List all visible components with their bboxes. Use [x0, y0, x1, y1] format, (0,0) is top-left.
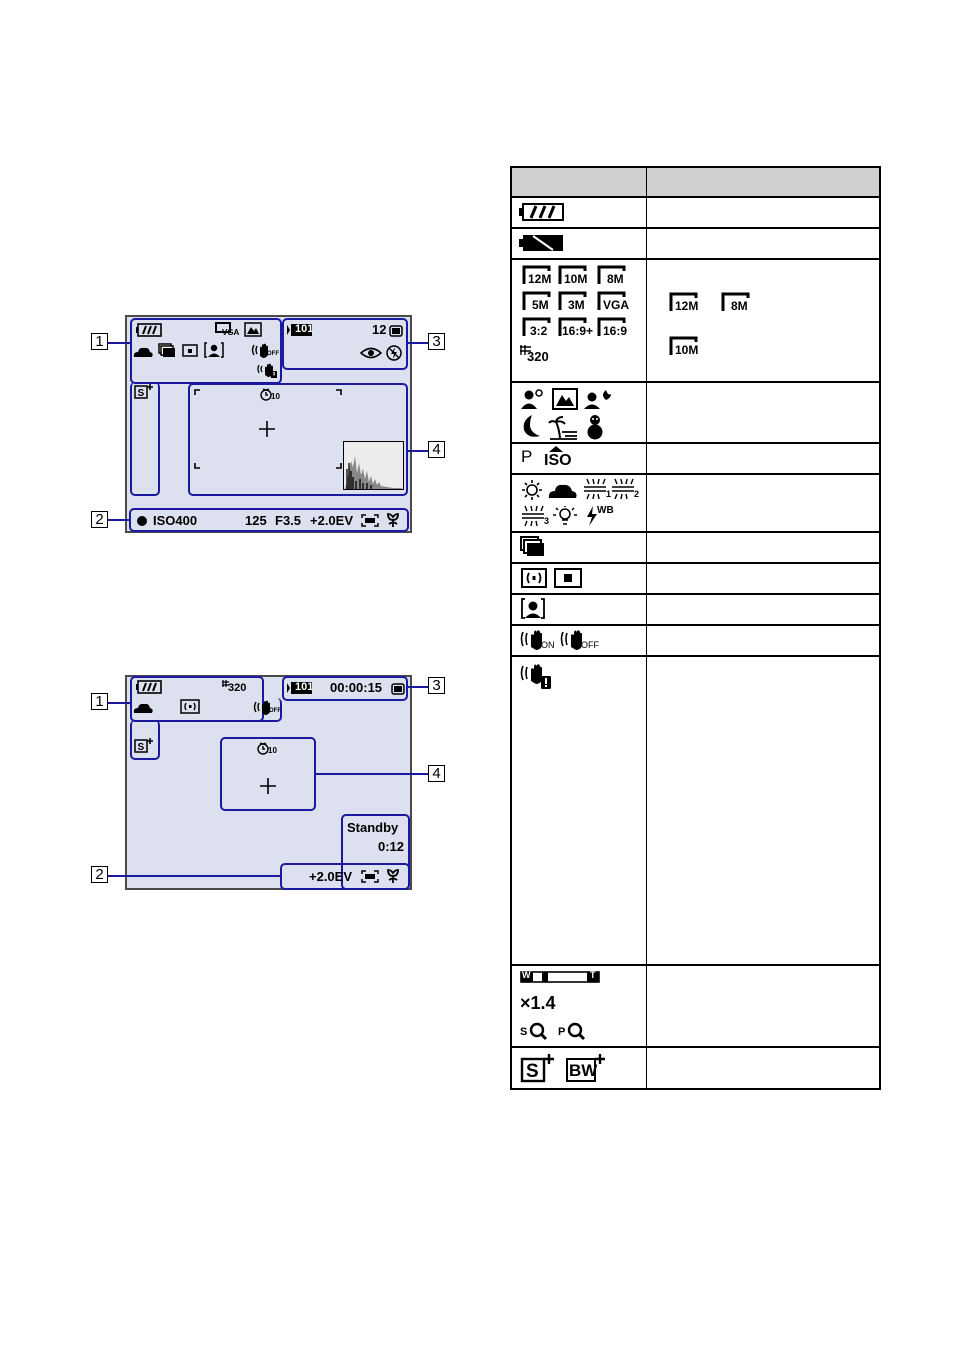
af-crosshair-movie	[259, 777, 277, 800]
leader-2	[108, 519, 130, 521]
svg-text:S: S	[526, 1061, 539, 1082]
multi-metering-icon-table	[521, 568, 547, 593]
movie-size-icon: 320	[221, 679, 249, 700]
fluorescent-3-wb-icon: 3	[520, 505, 550, 532]
leader-1	[108, 342, 132, 344]
table-row-scene	[512, 381, 879, 442]
image-size-16-9-icon: 16:9	[597, 317, 627, 344]
battery-full-icon	[519, 202, 565, 227]
dro-plus-icon	[134, 383, 154, 404]
landscape-scene-icon-table	[552, 388, 578, 415]
shutter-speed-value: 125	[245, 513, 267, 528]
table-header-row	[512, 168, 879, 196]
svg-text:S: S	[137, 742, 145, 753]
steadyshot-off-icon-table: OFF	[560, 628, 594, 657]
leader-3-movie	[408, 686, 428, 688]
image-size-3m-icon: 3M	[558, 291, 588, 318]
table-row-shake-warning	[512, 655, 879, 964]
flash-off-icon	[386, 345, 402, 366]
callout-1-movie: 1	[91, 693, 108, 710]
callout-3-movie: 3	[428, 677, 445, 694]
program-mode-label: P	[521, 447, 533, 466]
table-row-steadyshot	[512, 624, 879, 655]
dro-plus-icon-movie	[134, 737, 154, 758]
battery-empty-icon	[519, 233, 565, 258]
image-size-5m-icon: 5M	[522, 291, 552, 318]
memory-stick-icon	[389, 324, 403, 342]
callout-2: 2	[91, 511, 108, 528]
table-row-battery-empty	[512, 227, 879, 258]
cloudy-wb-icon-movie	[132, 700, 154, 719]
table-row-color-mode	[512, 1046, 879, 1088]
battery-icon	[136, 323, 162, 342]
memory-stick-icon-movie	[391, 682, 405, 700]
standby-label: Standby	[347, 820, 399, 835]
iso-high-icon: ISO	[541, 445, 571, 476]
zoom-scale-value: ×1.4	[520, 993, 556, 1013]
zoom-bar-icon: W T	[520, 970, 600, 989]
face-detection-icon-table	[521, 598, 545, 625]
image-size-vga-icon: VGA	[214, 322, 238, 343]
note-12m-icon: 12M	[669, 292, 699, 319]
table-row-white-balance	[512, 473, 879, 531]
svg-text:S: S	[137, 388, 145, 399]
af-range-finder-mode-icon-movie	[361, 870, 379, 888]
image-size-vga-icon-table: VGA	[597, 291, 627, 318]
image-size-3-2-icon: 3:2	[522, 317, 552, 344]
steadyshot-on-icon: ON	[520, 628, 554, 657]
callout-1: 1	[91, 333, 108, 350]
note-10m-icon: 10M	[669, 336, 699, 363]
fluorescent-1-wb-icon: 1	[582, 478, 612, 505]
steadyshot-off-icon: OFF	[251, 342, 277, 365]
folder-icon-movie: 101	[287, 681, 313, 700]
header-indication-cell	[647, 168, 879, 196]
image-size-12m-icon: 12M	[522, 265, 552, 292]
remaining-time: 0:12	[378, 839, 405, 854]
battery-icon-movie	[136, 680, 162, 699]
face-detection-icon	[204, 342, 224, 363]
landscape-scene-icon	[244, 322, 262, 342]
twilight-portrait-icon	[584, 388, 612, 415]
exposure-value-movie: +2.0EV	[309, 869, 353, 884]
beach-scene-icon	[548, 414, 578, 445]
callout-4-movie: 4	[428, 765, 445, 782]
portrait-scene-icon	[520, 388, 546, 415]
remaining-shots-count: 12	[372, 322, 387, 337]
image-size-8m-icon: 8M	[597, 265, 627, 292]
twilight-scene-icon	[520, 414, 544, 445]
burst-mode-icon	[158, 343, 176, 363]
cloudy-wb-icon	[132, 344, 154, 363]
exposure-value: +2.0EV	[310, 513, 354, 528]
histogram	[343, 441, 404, 495]
table-row-battery	[512, 196, 879, 227]
self-timer-icon-movie: 10	[256, 741, 278, 762]
af-frame-corners	[194, 389, 342, 474]
camera-shake-warning-icon	[257, 362, 279, 383]
iso-value: ISO400	[153, 513, 198, 528]
spot-metering-icon-table	[554, 568, 582, 593]
spot-metering-icon	[182, 344, 198, 362]
daylight-wb-icon	[520, 479, 544, 506]
table-row-face-detection	[512, 593, 879, 624]
leader-4-movie	[316, 773, 428, 775]
af-range-finder-mode-icon	[361, 514, 379, 532]
leader-1-movie	[108, 702, 132, 704]
aperture-value: F3.5	[275, 513, 302, 528]
callout-2-movie: 2	[91, 866, 108, 883]
table-row-image-size	[512, 258, 879, 381]
indicator-table	[510, 166, 881, 1090]
red-eye-reduction-icon	[360, 346, 382, 365]
cloudy-wb-icon-table	[547, 481, 579, 504]
table-row-metering	[512, 562, 879, 593]
incandescent-wb-icon	[552, 505, 578, 534]
header-display-cell	[512, 168, 647, 196]
multi-metering-icon	[180, 699, 200, 719]
dro-plus-icon-table	[520, 1053, 556, 1088]
fluorescent-2-wb-icon: 2	[610, 478, 640, 505]
callout-4: 4	[428, 441, 445, 458]
image-size-10m-icon: 10M	[558, 265, 588, 292]
table-row-iso	[512, 442, 879, 473]
flash-wb-icon: WB	[584, 505, 614, 532]
folder-icon: 101	[287, 323, 313, 342]
macro-icon-movie	[385, 868, 401, 889]
macro-icon	[385, 512, 401, 533]
movie-size-320-icon: 320	[519, 343, 559, 370]
camera-shake-warning-icon-table	[520, 662, 554, 695]
leader-3	[408, 342, 428, 344]
callout-3: 3	[428, 333, 445, 350]
black-white-icon: BW	[566, 1053, 606, 1088]
leader-4	[408, 450, 428, 452]
image-size-16-9-plus-icon: 16:9+	[558, 317, 588, 344]
table-row-zoom: W T ×1.4 S P	[512, 964, 879, 1046]
recording-time: 00:00:15	[330, 680, 383, 695]
table-row-burst	[512, 531, 879, 562]
af-lock-indicator-icon	[136, 514, 148, 532]
note-8m-icon: 8M	[721, 292, 751, 319]
snow-scene-icon	[584, 414, 606, 445]
leader-2-movie	[108, 875, 282, 877]
self-timer-icon: 10	[259, 387, 281, 408]
steadyshot-off-icon-movie: OFF	[253, 699, 279, 722]
burst-icon-table	[520, 536, 546, 563]
